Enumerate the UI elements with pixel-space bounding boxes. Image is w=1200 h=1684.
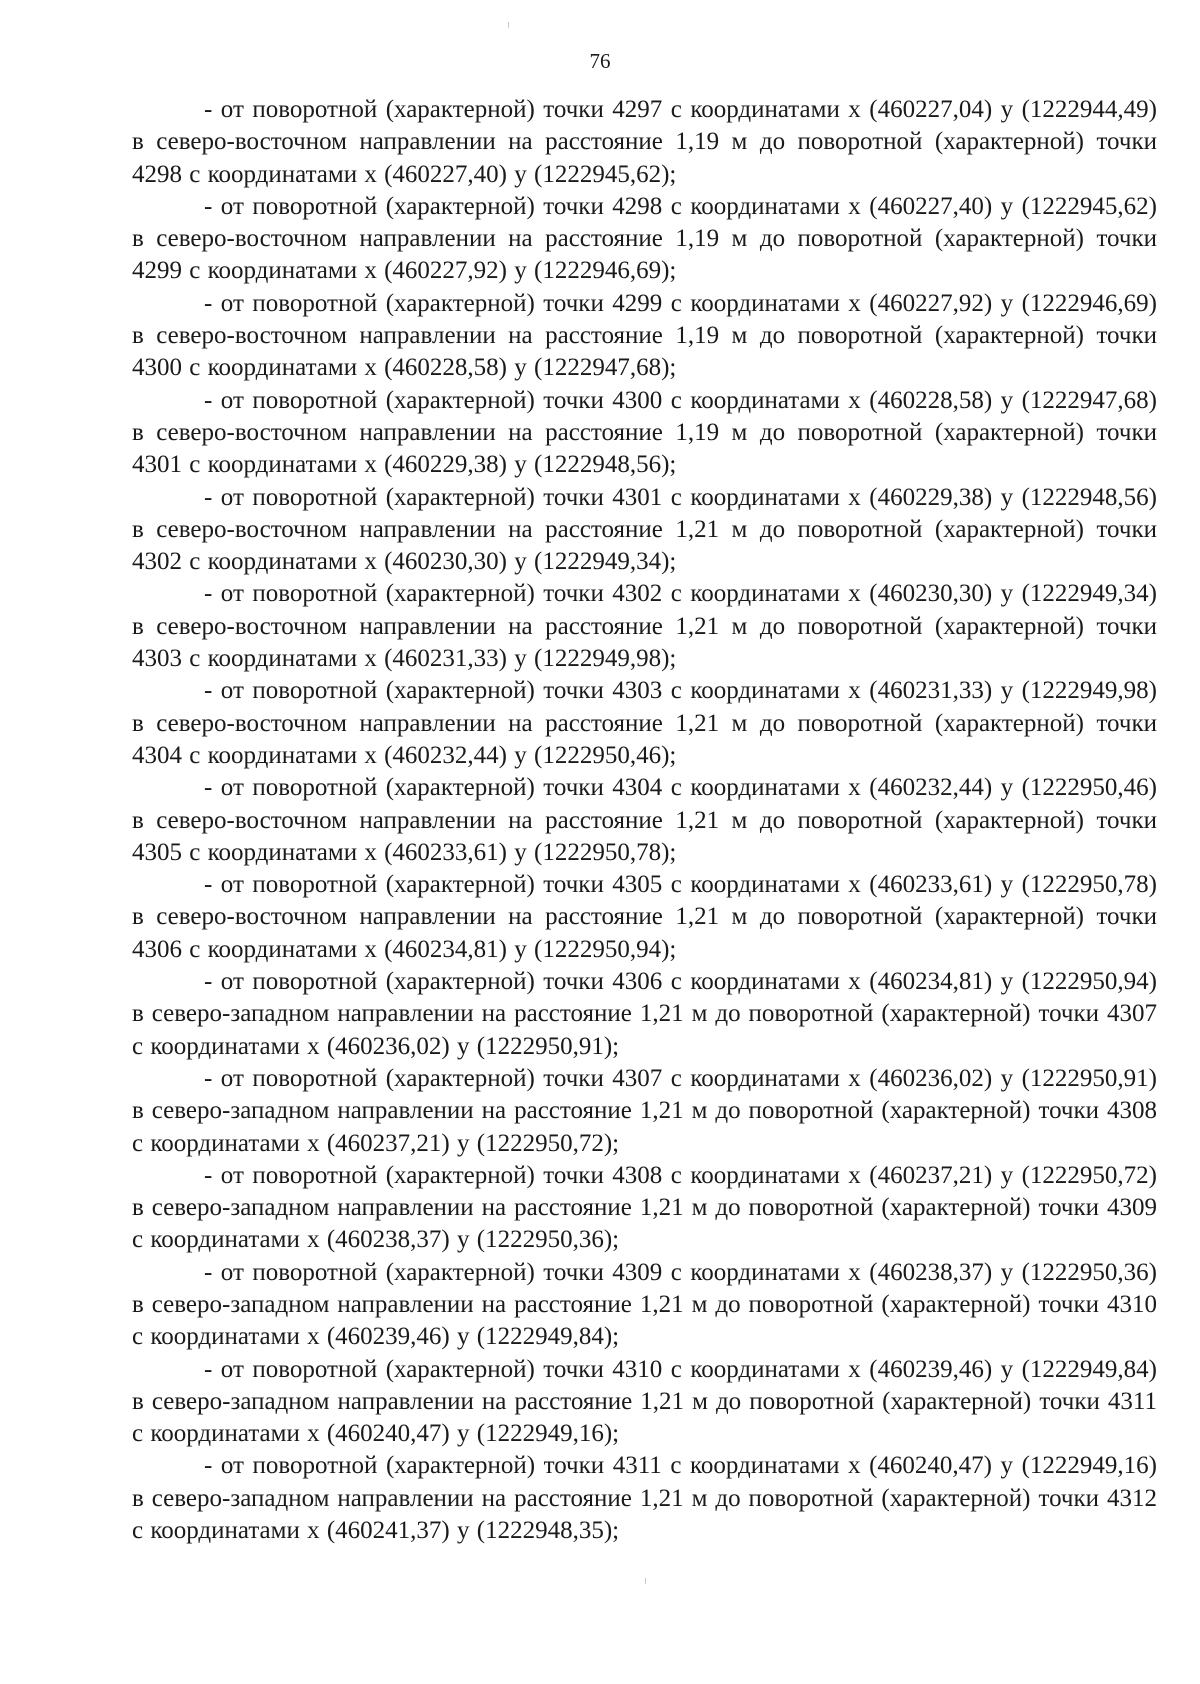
scan-artifact-bottom <box>645 1578 646 1584</box>
paragraph: - от поворотной (характерной) точки 4309 с координатами х (460238,37) у (1222950,36) в северо-западном направлении на расстояние 1,21 м до поворотной (характерной) точки 4310 с координатами х (460239,46) у (1222949,84); <box>132 1258 1157 1351</box>
scan-artifact-top <box>508 22 509 28</box>
paragraph: - от поворотной (характерной) точки 4297 с координатами х (460227,04) у (1222944,49) в северо-восточном направлении на расстояние 1,19 м до поворотной (характерной) точки 4298 с координатами х (460227,40) у (1222945,62); <box>132 96 1157 188</box>
page-number: 76 <box>589 49 611 73</box>
paragraph: - от поворотной (характерной) точки 4305 с координатами х (460233,61) у (1222950,78) в северо-восточном направлении на расстояние 1,21 м до поворотной (характерной) точки 4306 с координатами х (460234,81) у (1222950,94); <box>132 871 1157 963</box>
paragraph: - от поворотной (характерной) точки 4311 с координатами х (460240,47) у (1222949,16) в северо-западном направлении на расстояние 1,21 м до поворотной (характерной) точки 4312 с координатами х (460241,37) у (1222948,35); <box>132 1452 1157 1545</box>
paragraph: - от поворотной (характерной) точки 4304 с координатами х (460232,44) у (1222950,46) в северо-восточном направлении на расстояние 1,21 м до поворотной (характерной) точки 4305 с координатами х (460233,61) у (1222950,78); <box>132 774 1157 866</box>
paragraph: - от поворотной (характерной) точки 4300 с координатами х (460228,58) у (1222947,68) в северо-восточном направлении на расстояние 1,19 м до поворотной (характерной) точки 4301 с координатами х (460229,38) у (1222948,56); <box>132 386 1157 479</box>
paragraph: - от поворотной (характерной) точки 4308 с координатами х (460237,21) у (1222950,72) в северо-западном направлении на расстояние 1,21 м до поворотной (характерной) точки 4309 с координатами х (460238,37) у (1222950,36); <box>132 1161 1157 1254</box>
document-body <box>132 94 1157 1547</box>
paragraph: - от поворотной (характерной) точки 4306 с координатами х (460234,81) у (1222950,94) в северо-западном направлении на расстояние 1,21 м до поворотной (характерной) точки 4307 с координатами х (460236,02) у (1222950,91); <box>132 968 1157 1060</box>
paragraph: - от поворотной (характерной) точки 4298 с координатами х (460227,40) у (1222945,62) в северо-восточном направлении на расстояние 1,19 м до поворотной (характерной) точки 4299 с координатами х (460227,92) у (1222946,69); <box>132 192 1157 285</box>
paragraph: - от поворотной (характерной) точки 4307 с координатами х (460236,02) у (1222950,91) в северо-западном направлении на расстояние 1,21 м до поворотной (характерной) точки 4308 с координатами х (460237,21) у (1222950,72); <box>132 1064 1157 1157</box>
paragraph: - от поворотной (характерной) точки 4299 с координатами х (460227,92) у (1222946,69) в северо-восточном направлении на расстояние 1,19 м до поворотной (характерной) точки 4300 с координатами х (460228,58) у (1222947,68); <box>132 289 1157 382</box>
paragraph: - от поворотной (характерной) точки 4303 с координатами х (460231,33) у (1222949,98) в северо-восточном направлении на расстояние 1,21 м до поворотной (характерной) точки 4304 с координатами х (460232,44) у (1222950,46); <box>132 677 1157 769</box>
paragraph: - от поворотной (характерной) точки 4302 с координатами х (460230,30) у (1222949,34) в северо-восточном направлении на расстояние 1,21 м до поворотной (характерной) точки 4303 с координатами х (460231,33) у (1222949,98); <box>132 580 1157 673</box>
paragraph: - от поворотной (характерной) точки 4310 с координатами х (460239,46) у (1222949,84) в северо-западном направлении на расстояние 1,21 м до поворотной (характерной) точки 4311 с координатами х (460240,47) у (1222949,16); <box>132 1355 1157 1448</box>
paragraph: - от поворотной (характерной) точки 4301 с координатами х (460229,38) у (1222948,56) в северо-восточном направлении на расстояние 1,21 м до поворотной (характерной) точки 4302 с координатами х (460230,30) у (1222949,34); <box>132 483 1157 576</box>
